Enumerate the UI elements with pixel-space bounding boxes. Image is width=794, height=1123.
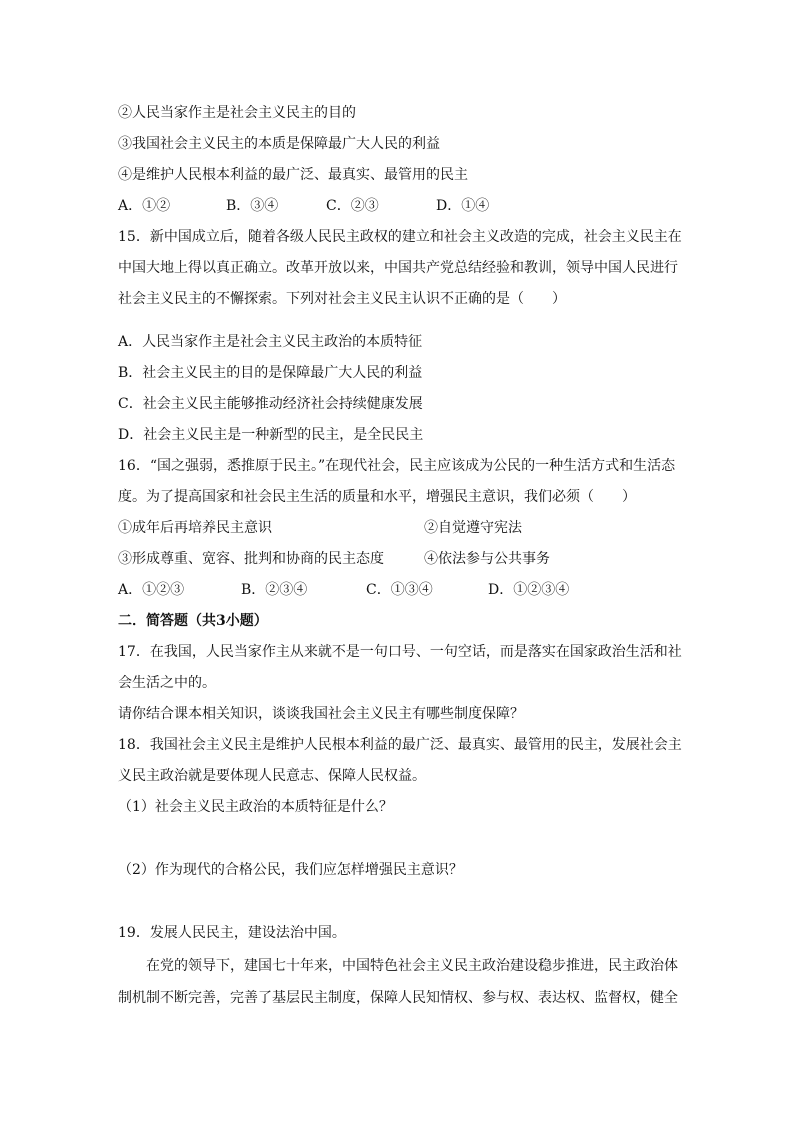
q15-stem-line-3: 社会主义民主的不懈探索。下列对社会主义民主认识不正确的是（ ） (118, 291, 566, 307)
q14-option-a: A．①② (118, 198, 171, 214)
q14-option-b: B．③④ (226, 198, 279, 214)
q14-item-4: ④是维护人民根本利益的最广泛、最真实、最管用的民主 (118, 167, 468, 183)
q16-option-d: D．①②③④ (488, 582, 570, 598)
q16-item-1: ①成年后再培养民主意识 (118, 520, 272, 536)
q15-option-b: B．社会主义民主的目的是保障最广大人民的利益 (118, 365, 423, 381)
q16-option-a: A．①②③ (118, 582, 185, 598)
q18-sub-question-2: （2）作为现代的合格公民，我们应怎样增强民主意识？ (118, 862, 463, 878)
q15-stem-line-1: 15．新中国成立后，随着各级人民民主政权的建立和社会主义改造的完成，社会主义民主在 (118, 229, 682, 245)
q16-items-row-1 (118, 518, 678, 538)
q14-item-3: ③我国社会主义民主的本质是保障最广大人民的利益 (118, 136, 440, 152)
q16-items-row-2 (118, 549, 678, 569)
q19-para-line-2: 制机制不断完善，完善了基层民主制度，保障人民知情权、参与权、表达权、监督权，健全 (118, 990, 678, 1006)
section-title: 二．简答题（共3小题） (118, 613, 268, 629)
q18-stem-line-1: 18．我国社会主义民主是维护人民根本利益的最广泛、最真实、最管用的民主，发展社会主 (118, 737, 682, 753)
q18-sub-question-1: （1）社会主义民主政治的本质特征是什么？ (118, 799, 393, 815)
q16-option-b: B．②③④ (241, 582, 308, 598)
q14-option-d: D．①④ (436, 198, 490, 214)
q16-option-c: C．①③④ (366, 582, 433, 598)
q15-option-d: D．社会主义民主是一种新型的民主，是全民民主 (118, 427, 424, 443)
q16-options (118, 580, 678, 600)
q14-options (118, 196, 678, 216)
q16-item-2: ②自觉遵守宪法 (424, 520, 522, 536)
q15-option-c: C．社会主义民主能够推动经济社会持续健康发展 (118, 396, 423, 412)
q16-stem-line-1: 16．“国之强弱，悉推原于民主。”在现代社会，民主应该成为公民的一种生活方式和生活态 (118, 458, 676, 474)
q15-option-a: A．人民当家作主是社会主义民主政治的本质特征 (118, 334, 423, 350)
q19-title: 19．发展人民民主，建设法治中国。 (118, 925, 346, 941)
q14-item-2: ②人民当家作主是社会主义民主的目的 (118, 105, 356, 121)
q16-stem-line-2: 度。为了提高国家和社会民主生活的质量和水平，增强民主意识，我们必须（ ） (118, 489, 636, 505)
q17-stem-line-1: 17．在我国，人民当家作主从来就不是一句口号、一句空话，而是落实在国家政治生活和社 (118, 644, 682, 660)
q15-stem-line-2: 中国大地上得以真正确立。改革开放以来，中国共产党总结经验和教训，领导中国人民进行 (118, 260, 678, 276)
q16-item-3: ③形成尊重、宽容、批判和协商的民主态度 (118, 551, 384, 567)
q17-question: 请你结合课本相关知识，谈谈我国社会主义民主有哪些制度保障？ (118, 706, 524, 722)
q19-para-line-1: 在党的领导下，建国七十年来，中国特色社会主义民主政治建设稳步推进，民主政治体 (146, 958, 678, 974)
q14-option-c: C．②③ (326, 198, 379, 214)
q17-stem-line-2: 会生活之中的。 (118, 675, 216, 691)
q16-item-4: ④依法参与公共事务 (424, 551, 550, 567)
q18-stem-line-2: 义民主政治就是要体现人民意志、保障人民权益。 (118, 768, 426, 784)
